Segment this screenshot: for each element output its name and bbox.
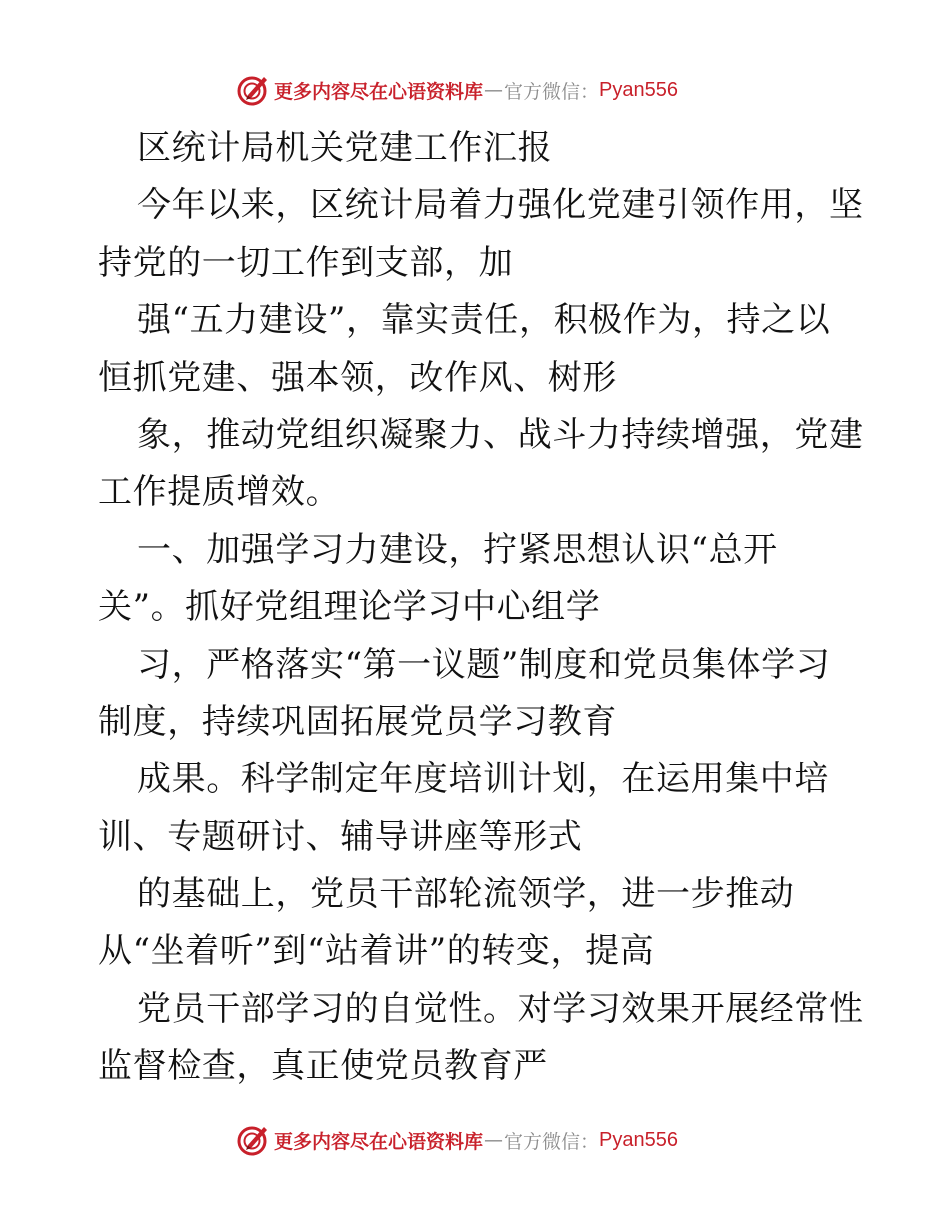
text-line: 监督检查，真正使党员教育严 xyxy=(98,1046,548,1087)
document-body xyxy=(98,120,868,1096)
text-line: 关”。抓好党组理论学习中心组学 xyxy=(98,587,601,628)
text-line: 工作提质增效。 xyxy=(98,472,341,513)
header-banner xyxy=(236,72,678,108)
text-line: 强“五力建设”，靠实责任，积极作为，持之以 xyxy=(137,300,831,341)
text-line: 训、专题研讨、辅导讲座等形式 xyxy=(98,816,583,857)
text-line: 习，严格落实“第一议题”制度和党员集体学习 xyxy=(137,644,831,685)
banner-wechat-label: 官方微信： xyxy=(504,1130,600,1153)
document-title: 区统计局机关党建工作汇报 xyxy=(137,128,553,168)
text-line: 今年以来，区统计局着力强化党建引领作用，坚 xyxy=(137,185,864,226)
pen-logo-icon xyxy=(236,1123,270,1157)
text-line: 成果。科学制定年度培训计划，在运用集中培 xyxy=(137,759,829,800)
text-line: 制度，持续巩固拓展党员学习教育 xyxy=(98,701,617,742)
banner-brand-text: 更多内容尽在心语资料库 xyxy=(274,80,484,103)
banner-wechat-id: Pyan556 xyxy=(599,78,678,101)
pen-logo-icon xyxy=(236,73,270,107)
footer-banner xyxy=(236,1122,678,1158)
text-line: 恒抓党建、强本领，改作风、树形 xyxy=(98,357,617,398)
banner-wechat-label: 官方微信： xyxy=(504,80,600,103)
banner-wechat-id: Pyan556 xyxy=(599,1128,678,1151)
banner-dash: — xyxy=(484,1129,504,1151)
banner-brand-text: 更多内容尽在心语资料库 xyxy=(274,1130,484,1153)
text-line: 的基础上，党员干部轮流领学，进一步推动 xyxy=(137,874,795,915)
banner-dash: — xyxy=(484,79,504,101)
text-line: 持党的一切工作到支部，加 xyxy=(98,242,514,283)
section-heading-line: 一、加强学习力建设，拧紧思想认识“总开 xyxy=(137,529,778,570)
text-line: 象，推动党组织凝聚力、战斗力持续增强，党建 xyxy=(137,414,864,455)
text-line: 从“坐着听”到“站着讲”的转变，提高 xyxy=(98,931,655,972)
text-line: 党员干部学习的自觉性。对学习效果开展经常性 xyxy=(137,988,864,1029)
